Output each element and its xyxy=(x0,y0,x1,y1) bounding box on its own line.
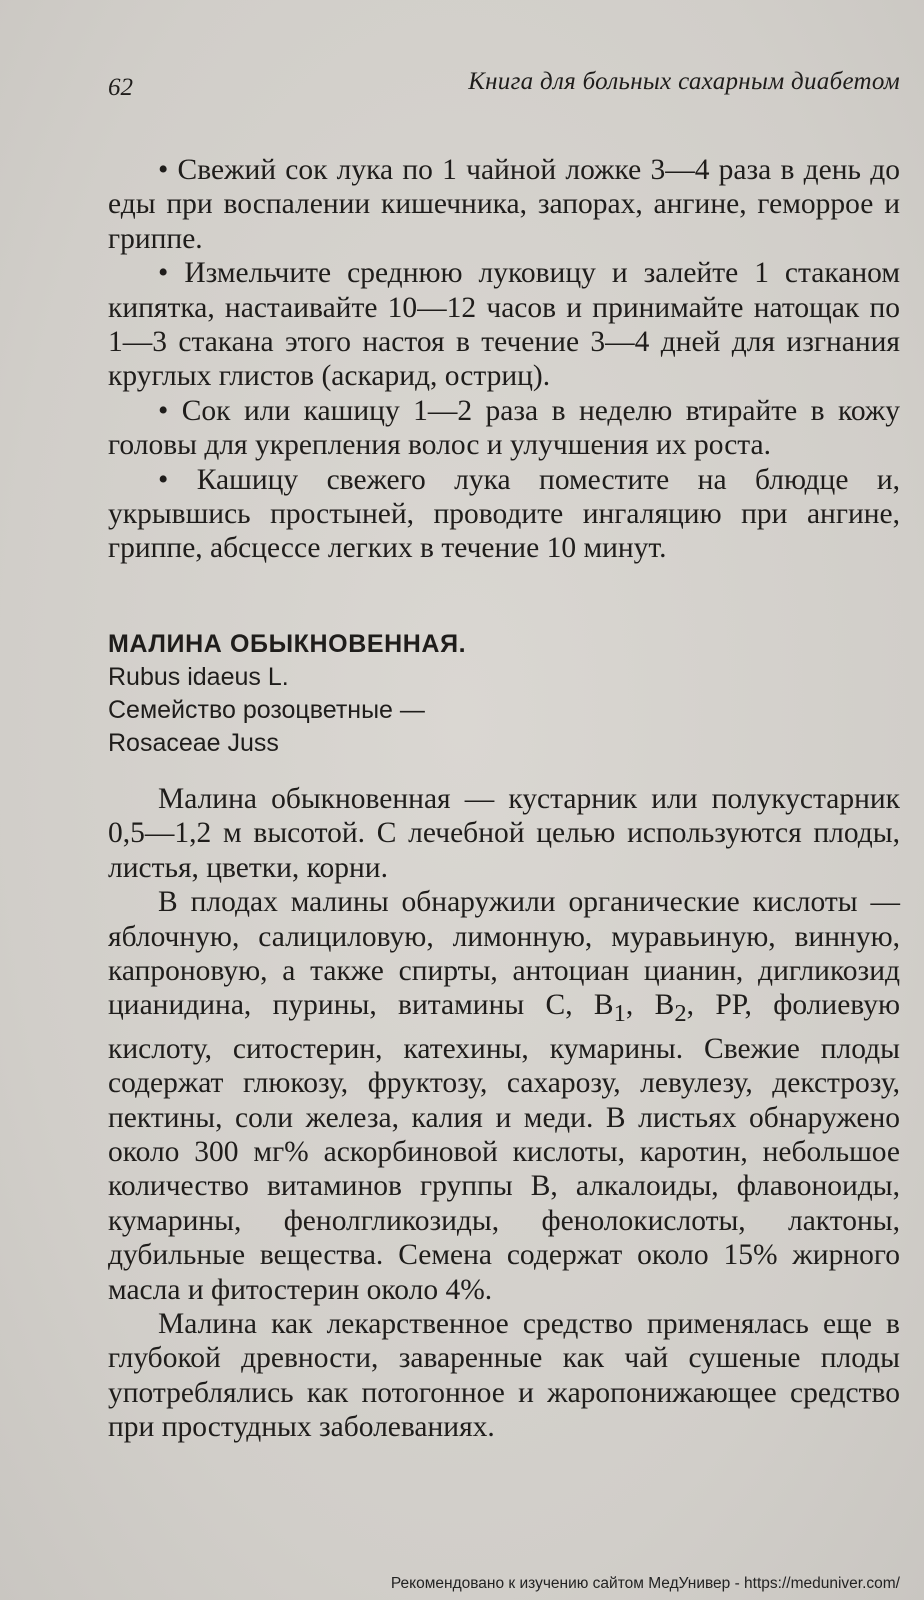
paragraph-text: В плодах малины обнаружили органические кислоты — яблочную, салициловую, лимонную, муравьиную, винную, капроновую, а также спирты, антоциан цианин, дигликозид цианидина, пурины, витамины С, В xyxy=(108,886,900,1022)
list-item: • Кашицу свежего лука поместите на блюдце и, укрывшись простыней, проводите ингаляцию при ангине, гриппе, абсцессе легких в течение 10 минут. xyxy=(108,463,900,565)
latin-name: Rubus idaeus L. xyxy=(108,663,289,691)
section-heading xyxy=(108,628,900,760)
list-item: • Свежий сок лука по 1 чайной ложке 3—4 раза в день до еды при воспалении кишечника, запорах, ангине, геморрое и гриппе. xyxy=(108,154,900,255)
list-item: • Сок или кашицу 1—2 раза в неделю втирайте в кожу головы для укрепления волос и улучшения их роста. xyxy=(108,394,900,462)
family-latin-name: Rosaceae Juss xyxy=(108,729,279,757)
subscript: 1 xyxy=(613,1000,626,1028)
list-item: • Измельчите среднюю луковицу и залейте 1 стаканом кипятка, настаивайте 10—12 часов и принимайте натощак по 1—3 стакана этого настоя в течение 3—4 дней для изгнания круглых глистов (аскарид, остриц). xyxy=(108,257,900,393)
onion-uses-list xyxy=(108,153,900,566)
page-header xyxy=(108,66,900,106)
paragraph-text: , РР, фолиевую кислоту, ситостерин, катехины, кумарины. Свежие плоды содержат глюкозу, фруктозу, сахарозу, левулезу, декстрозу, пектины, соли железа, калия и меди. В листьях обнаружено около 300 мг% аскорбиновой кислоты, каротин, небольшое количество витаминов группы В, алкалоиды, флавоноиды, кумарины, фенолгликозиды, фенолокислоты, лактоны, дубильные вещества. Семена содержат около 15% жирного масла и фитостерин около 4%. xyxy=(108,989,900,1306)
paragraph: Малина обыкновенная — кустарник или полукустарник 0,5—1,2 м высотой. С лечебной целью используются плоды, листья, цветки, корни. xyxy=(108,783,900,884)
page-number: 62 xyxy=(108,74,133,101)
watermark-footer: Рекомендовано к изучению сайтом МедУнивер - https://meduniver.com/ xyxy=(390,1575,900,1592)
paragraph xyxy=(108,885,900,1307)
paragraph-text: , В xyxy=(625,989,675,1022)
subscript: 2 xyxy=(674,1000,687,1028)
family-name: Семейство розоцветные — xyxy=(108,696,425,724)
raspberry-description xyxy=(108,782,900,1445)
paragraph: Малина как лекарственное средство применялась еще в глубокой древности, заваренные как чай сушеные плоды употреблялись как потогонное и жаропонижающее средство при простудных заболеваниях. xyxy=(108,1307,900,1444)
section-title: МАЛИНА ОБЫКНОВЕННАЯ. xyxy=(108,630,467,658)
running-title: Книга для больных сахарным диабетом xyxy=(468,68,900,95)
